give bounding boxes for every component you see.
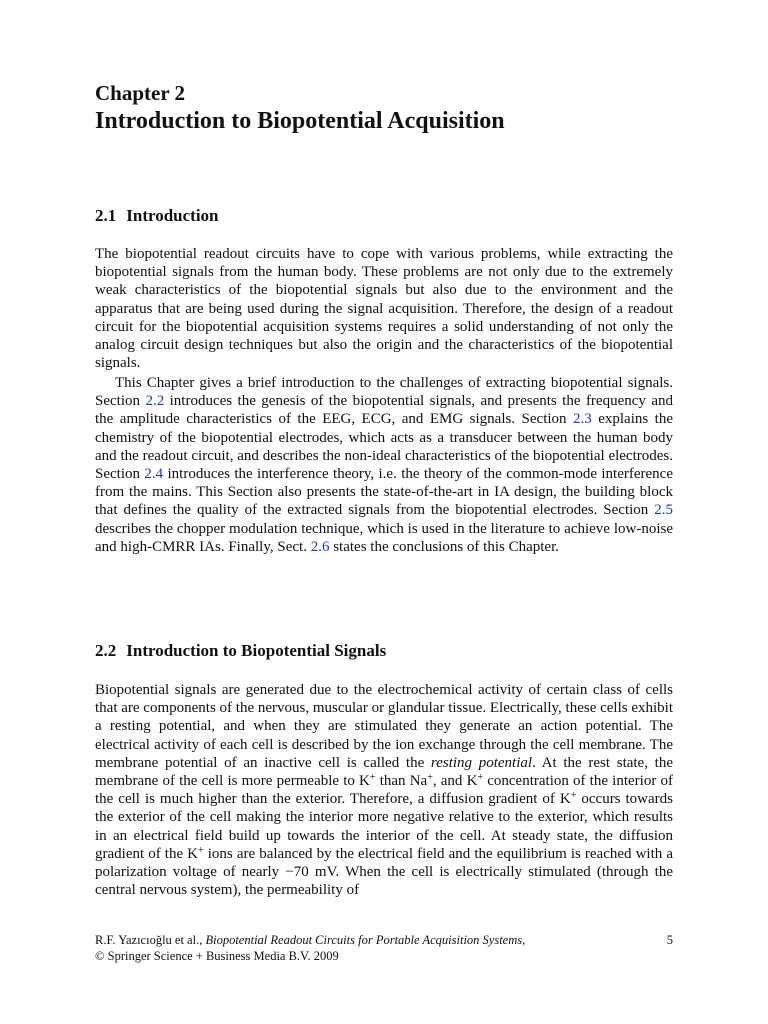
superscript: + <box>427 772 433 784</box>
section-ref-link[interactable]: 2.5 <box>654 502 673 519</box>
citation-line <box>95 932 673 948</box>
paragraph-intro-2 <box>95 374 673 556</box>
page-number: 5 <box>666 933 673 947</box>
page-footer <box>95 932 673 964</box>
chapter-label: Chapter 2 <box>95 81 186 105</box>
text-run: concentration of the interior of the cell is much higher than the exterior. Therefore, a diffusion gradient of K <box>95 773 673 808</box>
text-run: ions are balanced by the electrical field and the equilibrium is reached with a polarization voltage of nearly −70 mV. When the cell is electrically stimulated (through the central nervous system), the permeability of <box>95 845 673 899</box>
footer-comma: , <box>522 933 526 947</box>
text-run: This Chapter gives a brief introduction to the challenges of extracting biopotential signals. Section <box>95 375 673 410</box>
text-run: introduces the interference theory, i.e. the theory of the common-mode interference from the mains. This Section also presents the state-of-the-art in IA design, the building block that defines the quality of the extracted signals from the biopotential electrodes. Section <box>95 466 673 519</box>
section-heading-2-1 <box>95 205 219 227</box>
text-run: explains the chemistry of the biopotential electrodes, which acts as a transducer between the human body and the readout circuit, and describes the non-ideal characteristics of the biopotential electrodes. Section <box>95 411 673 483</box>
text-run: introduces the genesis of the biopotential signals, and presents the frequency and the amplitude characteristics of the EEG, ECG, and EMG signals. Section <box>95 393 673 428</box>
superscript: + <box>570 790 577 802</box>
section-number: 2.1 <box>95 206 117 225</box>
section-ref-link[interactable]: 2.3 <box>573 411 592 428</box>
section-number: 2.2 <box>95 641 117 660</box>
footer-book-title: Biopotential Readout Circuits for Portable Acquisition Systems <box>205 933 523 947</box>
section-ref-link[interactable]: 2.4 <box>144 466 164 483</box>
text-run: states the conclusions of this Chapter. <box>329 538 560 555</box>
paragraph-signals-1 <box>95 681 673 899</box>
text-run: . At the rest state, the membrane of the cell is more permeable to K <box>95 754 673 790</box>
section-ref-link[interactable]: 2.6 <box>310 538 330 555</box>
chapter-title: Introduction to Biopotential Acquisition <box>95 108 505 134</box>
text-run: describes the chopper modulation technique, which is used in the literature to achieve low-noise and high-CMRR IAs. Finally, Sect. <box>95 520 673 555</box>
section-title: Introduction <box>126 206 219 225</box>
emphasis-term: resting potential <box>430 754 533 771</box>
text-run: , and K <box>432 773 478 790</box>
text-run: occurs towards the exterior of the cell making the interior more negative relative to the exterior, which results in an electrical field build up towards the interior of the cell. At steady state, the diffusion gradient of the K <box>95 791 673 862</box>
superscript: + <box>369 772 376 784</box>
paragraph-intro-1: The biopotential readout circuits have to cope with various problems, while extracting the biopotential signals from the human body. These problems are not only due to the extremely weak characteristics of the biopotential signals but also due to the environment and the apparatus that are being used during the signal acquisition. Therefore, the design of a readout circuit for the biopotential acquisition systems requires a solid understanding of not only the analog circuit design techniques but also the origin and the characteristics of the biopotential signals. <box>95 246 673 372</box>
text-run: Biopotential signals are generated due to the electrochemical activity of certain class of cells that are components of the nervous, muscular or glandular tissue. Electrically, these cells exhibit a resting potential, and when they are stimulated they generate an action potential. The electrical activity of each cell is described by the ion exchange through the cell membrane. The membrane potential of an inactive cell is called the <box>95 682 674 771</box>
footer-authors: R.F. Yazıcıoğlu et al., <box>95 933 206 947</box>
section-title: Introduction to Biopotential Signals <box>126 641 387 660</box>
text-run: than Na <box>375 773 428 790</box>
superscript: + <box>198 844 204 856</box>
copyright-line: © Springer Science + Business Media B.V. 2009 <box>95 949 339 963</box>
section-ref-link[interactable]: 2.2 <box>145 393 165 410</box>
section-heading-2-2 <box>95 640 386 662</box>
superscript: + <box>477 772 484 784</box>
